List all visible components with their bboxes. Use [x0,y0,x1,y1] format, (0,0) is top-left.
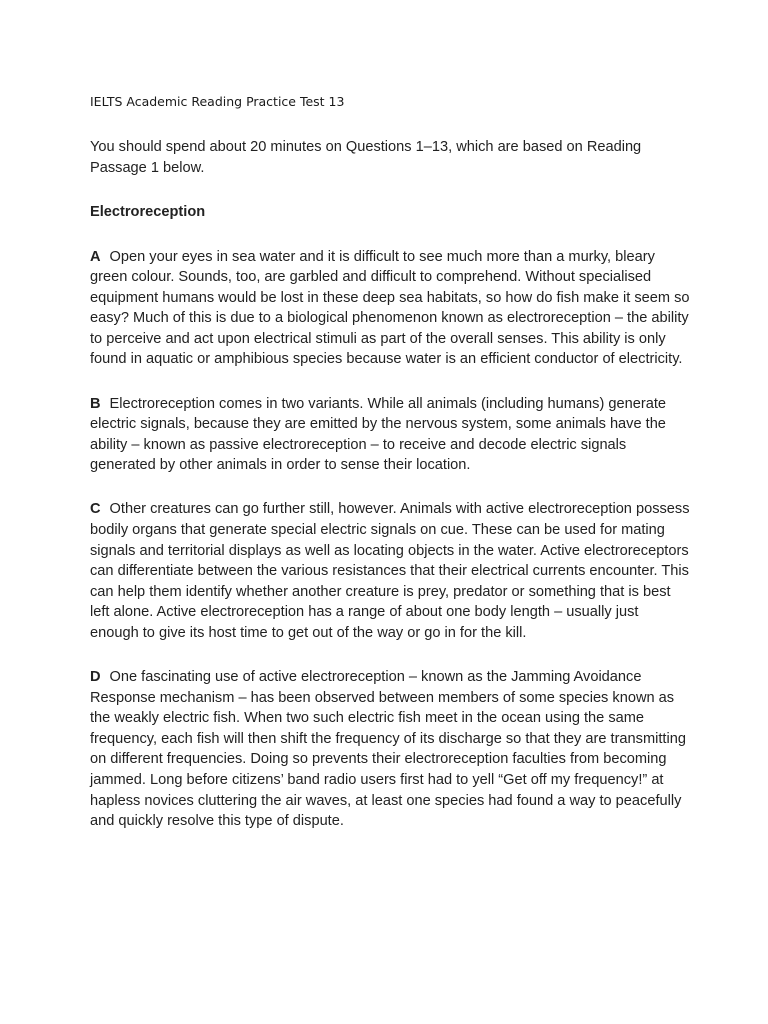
paragraph-b [90,394,690,476]
paragraph-text: Open your eyes in sea water and it is difficult to see much more than a murky, bleary green colour. Sounds, too, are garbled and difficult to comprehend. Without specialised equipment humans would be lost in these deep sea habitats, so how do fish make it seem so easy? Much of this is due to a biological phenomenon known as electroreception – the ability to perceive and act upon electrical stimuli as part of the overall senses. This ability is only found in aquatic or amphibious species because water is an efficient conductor of electricity. [90,248,690,368]
passage-title: Electroreception [90,204,206,220]
instructions-text: You should spend about 20 minutes on Questions 1–13, which are based on Reading Passage 1 below. [90,139,642,176]
document-page [90,93,690,855]
paragraph-a [90,247,690,371]
paragraph-c [90,499,690,643]
paragraph-letter: B [90,395,101,412]
paragraph-text: Other creatures can go further still, however. Animals with active electroreception possess bodily organs that generate special electric signals on cue. These can be used for mating signals and territorial displays as well as locating objects in the water. Active electroreceptors can differentiate between the various resistances that their electrical currents encounter. This can help them identify whether another creature is prey, predator or something that is best left alone. Active electroreception has a range of about one body length – usually just enough to give its host time to get out of the way or go in for the kill. [90,501,690,641]
paragraph-letter: D [90,669,101,686]
paragraph-text: Electroreception comes in two variants. While all animals (including humans) generate electric signals, because they are emitted by the nervous system, some animals have the ability – known as passive electroreception – to receive and decode electric signals generated by other animals in order to sense their location. [90,395,666,474]
paragraph-letter: A [90,248,101,265]
paragraph-letter: C [90,501,101,518]
paragraph-text: One fascinating use of active electroreception – known as the Jamming Avoidance Response mechanism – has been observed between members of some species known as the weakly electric fish. When two such electric fish meet in the ocean using the same frequency, each fish will then shift the frequency of its discharge so that they are transmitting on different frequencies. Doing so prevents their electroreception faculties from becoming jammed. Long before citizens’ band radio users first had to yell “Get off my frequency!” at hapless novices cluttering the air waves, at least one species had found a way to peacefully and quickly resolve this type of dispute. [90,669,686,830]
document-header: IELTS Academic Reading Practice Test 13 [90,94,345,109]
paragraph-d [90,667,690,832]
